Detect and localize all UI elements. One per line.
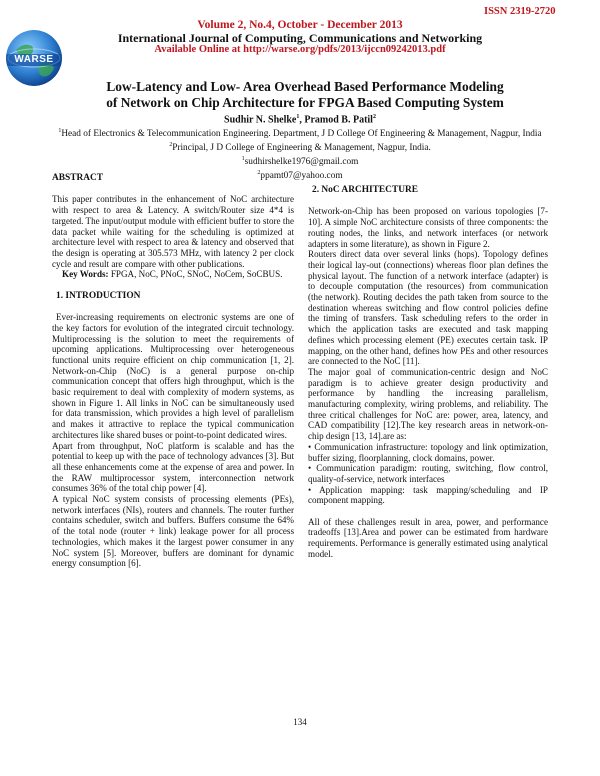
author-1-sup: 1 [296,114,300,120]
email-2: $^2$ppamt07@yahoo.com [257,170,343,182]
keywords [52,269,294,280]
noc-paragraph-2: Routers direct data over several links (hops). Topology defines their logical lay-out (connections) whereas floor plan defines the physical layout. The function of a network interface (adapter) is to decouple computation (the resources) from communication (the network). Routing decides the path taken from source to the destination whereas switching and flow control policies define the timing of transfers. Task scheduling refers to the order in which the application tasks are executed and task mapping defines which processing element (PE) executes certain task. IP mapping, on the other hand, defines how PEs and other resources are connected to the NoC [11]. [308,249,548,367]
keywords-label: Key Words: [62,269,109,280]
author-sep: , [299,114,305,126]
authors [0,114,600,125]
abstract-text: This paper contributes in the enhancement of NoC architecture with respect to area & Latency. A switch/Router size 4*4 is targeted. The input/output module with efficient buffer to store the data packet while waiting for the scheduling is optimized at architecture level with respect to area & latency and observed that the design is operating at 305.573 MHz, with latency 2 per clock cycle and result are compare with other publications. [52,194,294,269]
intro-paragraph-2: Apart from throughput, NoC platform is scalable and has the potential to keep up with the pace of technology advances [3]. But all these enhancements come at the expense of area and power. In the RAW multiprocessor system, interconnection network consumes 36% of the total chip power [4]. [52,440,294,494]
list-item: • Communication paradigm: routing, switching, flow control, quality-of-service, network interfaces [308,463,548,484]
page-number: 134 [293,717,307,727]
noc-paragraph-3: The major goal of communication-centric design and NoC paradigm is to achieve greater design productivity and performance by handling the increasing parallelism, manufacturing complexity, wiring problems, and reliability. The three critical challenges for NoC are: power, area, latency, and CAD compatibility [12].The key research areas in network-on-chip design [13, 14].are as: [308,366,548,442]
noc-paragraph-4: All of these challenges result in area, power, and performance tradeoffs [13].Area and power can be estimated from hardware requirements. Performance is generally estimated using analytical model. [308,516,548,559]
available-online-link[interactable]: Available Online at http://warse.org/pdfs/2013/ijccn09242013.pdf [154,44,446,55]
volume-line: Volume 2, No.4, October - December 2013 [197,19,403,31]
journal-name: International Journal of Computing, Communications and Networking [117,31,483,45]
list-item: • Communication infrastructure: topology and link optimization, buffer sizing, floorplanning, clock domains, power. [308,441,548,463]
intro-paragraph-1: Ever-increasing requirements on electronic systems are one of the key factors for evolution of the integrated circuit technology. Multiprocessing is the solution to meet the requirements of upcoming applications. Multiprocessing over heterogeneous functional units require efficient on chip communication [1, 2]. Network-on-Chip (NoC) is a general purpose on-chip communication concept that offers high throughput, which is the basic requirement to deal with complexity of modern systems, as shown in Figure 1. All links in NoC can be simultaneously used for data transmission, which provides a high level of parallelism and makes it attractive to replace the typical communication architectures like shared buses or point-to-point dedicated wires. [52,312,294,440]
author-1: Sudhir N. Shelke [224,114,297,126]
paper-title [60,79,550,111]
research-areas-list [308,442,548,506]
title-line-1: Low-Latency and Low- Area Overhead Based Performance Modeling [106,79,504,94]
noc-paragraph-1: Network-on-Chip has been proposed on various topologies [7-10]. A simple NoC architecture consists of three components: the routing nodes, the links, and network interfaces (or network adapters in some literature), as shown in Figure 2. [308,206,548,249]
intro-paragraph-3: A typical NoC system consists of processing elements (PEs), network interfaces (NIs), routers and channels. The router further contains scheduler, switch and buffers. Buffers consume the 64% of the total node (router + link) leakage power for all process technologies, which makes it the largest power consumer in any NoC system [5]. Moreover, buffers are dominant for dynamic energy consumption [6]. [52,494,294,569]
email-1: $^1$sudhirshelke1976@gmail.com [241,156,359,168]
affiliation-2: $^2$Principal, J D College of Engineering & Management, Nagpur, India. [169,142,431,154]
issn: ISSN 2319-2720 [484,6,556,17]
title-line-2: of Network on Chip Architecture for FPGA Based Computing System [106,95,504,110]
right-column [308,185,548,560]
noc-architecture-heading: 2. NoC ARCHITECTURE [312,185,419,195]
keywords-text: FPGA, NoC, PNoC, SNoC, NoCem, SoCBUS. [108,269,283,280]
logo-text: WARSE [14,54,54,65]
intro-heading: 1. INTRODUCTION [56,290,141,301]
affiliation-1: $^1$Head of Electronics & Telecommunication Engineering. Department, J D College Of Engineering & Management, Nagpur, India [58,128,542,140]
left-column [52,173,294,569]
author-2-sup: 2 [372,114,376,120]
author-2: Pramod B. Patil [304,114,373,126]
list-item: • Application mapping: task mapping/scheduling and IP component mapping. [308,484,548,506]
abstract-heading: ABSTRACT [52,173,104,183]
